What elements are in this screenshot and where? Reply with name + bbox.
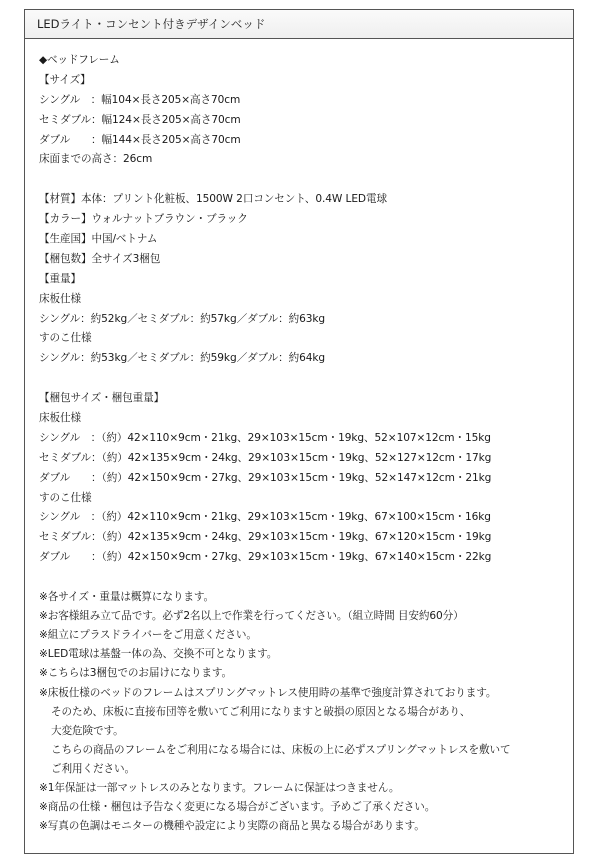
notes-list — [39, 588, 573, 836]
note-text: こちらは3梱包でのお届けになります。 — [47, 667, 232, 680]
spec-line: セミダブル：（約）42×135×9cm・24kg、29×103×15cm・19kg、67×120×15cm・19kg — [39, 531, 492, 544]
note-text: 商品の仕様・梱包は予告なく変更になる場合がございます。予めご了承ください。 — [47, 801, 436, 814]
note-mark: ※ — [39, 686, 48, 699]
note-text: 写真の色調はモニターの機種や設定により実際の商品と異なる場合があります。 — [47, 820, 425, 833]
note-item — [39, 684, 573, 703]
note-mark: ※ — [39, 801, 48, 814]
spec-line: 【重量】 — [39, 272, 81, 285]
note-text: LED電球は基盤一体の為、交換不可となります。 — [47, 648, 278, 661]
note-mark: ※ — [39, 591, 48, 604]
note-item — [39, 607, 573, 626]
spec-line: シングル ：（約）42×110×9cm・21kg、29×103×15cm・19kg、67×100×15cm・16kg — [39, 511, 491, 524]
spec-line: セミダブル：幅124×長さ205×高さ70cm — [39, 113, 241, 126]
spec-line: 【サイズ】 — [39, 73, 91, 86]
note-text: 1年保証は一部マットレスのみとなります。フレームに保証はつきません。 — [47, 781, 400, 794]
spec-line: ◆ベッドフレーム — [39, 54, 120, 66]
note-item — [39, 645, 573, 664]
note-text: 組立にプラスドライバーをご用意ください。 — [47, 629, 257, 642]
spec-line: 【梱包数】全サイズ3梱包 — [39, 252, 161, 265]
note-text: 床板仕様のベッドのフレームはスプリングマットレス使用時の基準で強度計算されております。 — [47, 686, 497, 699]
spec-line: ダブル ：（約）42×150×9cm・27kg、29×103×15cm・19kg、52×147×12cm・21kg — [39, 471, 492, 484]
note-text: こちらの商品のフレームをご利用になる場合には、床板の上に必ずスプリングマットレスを敷いて — [51, 743, 511, 756]
note-item — [39, 664, 573, 683]
note-text: 各サイズ・重量は概算になります。 — [47, 591, 214, 604]
spec-line: シングル：約53kg／セミダブル：約59kg／ダブル：約64kg — [39, 352, 326, 365]
spec-panel — [24, 9, 574, 854]
panel-title: LEDライト・コンセント付きデザインベッド — [25, 10, 573, 39]
spec-line: 床板仕様 — [39, 292, 81, 305]
note-text: そのため、床板に直接布団等を敷いてご利用になりますと破損の原因となる場合があり、 — [51, 705, 471, 718]
spec-line: ダブル ：（約）42×150×9cm・27kg、29×103×15cm・19kg、67×140×15cm・22kg — [39, 551, 492, 564]
note-mark: ※ — [39, 820, 48, 833]
spec-line: すのこ仕様 — [39, 332, 92, 345]
note-continuation — [39, 741, 573, 760]
spec-line: シングル ：（約）42×110×9cm・21kg、29×103×15cm・19kg、52×107×12cm・15kg — [39, 431, 491, 444]
section-gap — [39, 369, 573, 389]
note-text: ご利用ください。 — [51, 762, 135, 775]
note-continuation — [39, 722, 573, 741]
spec-line: ダブル ：幅144×長さ205×高さ70cm — [39, 133, 241, 146]
note-item — [39, 779, 573, 798]
spec-line: セミダブル：（約）42×135×9cm・24kg、29×103×15cm・19kg、52×127×12cm・17kg — [39, 451, 492, 464]
spec-line: 【生産国】中国/ベトナム — [39, 233, 158, 246]
spec-line: 【カラー】ウォルナットブラウン・ブラック — [39, 213, 248, 226]
note-mark: ※ — [39, 667, 48, 680]
spec-line: 床面までの高さ：26cm — [39, 153, 153, 166]
note-item — [39, 798, 573, 817]
note-item — [39, 588, 573, 607]
note-item — [39, 626, 573, 645]
spec-line: すのこ仕様 — [39, 491, 92, 504]
note-mark: ※ — [39, 610, 48, 623]
spec-line: 【梱包サイズ・梱包重量】 — [39, 392, 165, 405]
spec-line: シングル ：幅104×長さ205×高さ70cm — [39, 93, 241, 106]
spec-line: 床板仕様 — [39, 412, 81, 425]
note-continuation — [39, 760, 573, 779]
spec-list — [39, 51, 573, 568]
note-mark: ※ — [39, 648, 48, 661]
note-text: 大変危険です。 — [51, 724, 124, 737]
note-item — [39, 817, 573, 836]
note-mark: ※ — [39, 781, 48, 794]
spec-line: 【材質】本体：プリント化粧板、1500W 2口コンセント、0.4W LED電球 — [39, 193, 387, 206]
spec-line: シングル：約52kg／セミダブル：約57kg／ダブル：約63kg — [39, 312, 326, 325]
note-text: お客様組み立て品です。必ず2名以上で作業を行ってください。（組立時間 目安約60分） — [47, 610, 464, 623]
section-gap — [39, 568, 573, 588]
section-gap — [39, 170, 573, 190]
note-mark: ※ — [39, 629, 48, 642]
note-continuation — [39, 703, 573, 722]
spec-content — [25, 39, 573, 836]
